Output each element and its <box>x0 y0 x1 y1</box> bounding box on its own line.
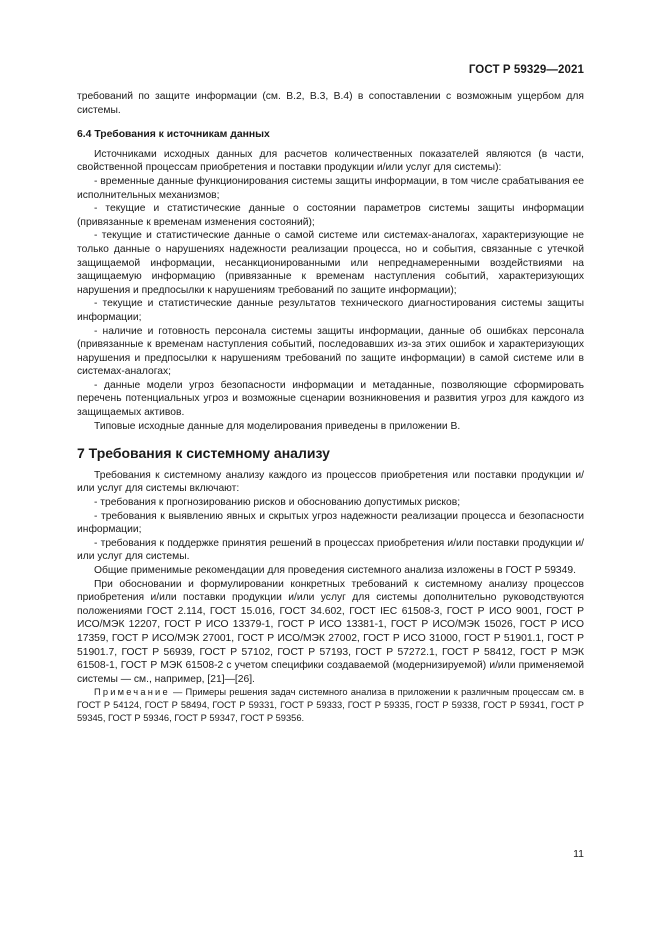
list-item: - временные данные функционирования системы защиты информации, в том числе срабатывания ее исполнительных механизмов; <box>77 175 584 201</box>
paragraph: Общие применимые рекомендации для проведения системного анализа изложены в ГОСТ Р 59349. <box>94 565 576 576</box>
section-heading-7: 7 Требования к системному анализу <box>77 445 330 462</box>
list-item: - текущие и статистические данные о самой системе или системах-аналогах, характеризующие не только данные о нарушениях надежности реализации процесса, но и события, связанные с утечкой защищаемой информации, несанкционированными или непреднамеренными воздействиями на защищаемую информацию (привязанные к временам наступления событий, характеризующих нарушения и предпосылки к нарушениям требований по защите информации); <box>77 230 584 296</box>
list-item: - требования к выявлению явных и скрытых угроз надежности реализации процесса и безопасности информации; <box>77 510 584 536</box>
list-item: - данные модели угроз безопасности информации и метаданные, позволяющие сформировать перечень потенциальных угроз и возможные сценарии возникновения и развития угроз для каждого из защищаемых активов. <box>77 379 584 419</box>
section-heading-6-4: 6.4 Требования к источникам данных <box>77 129 270 141</box>
note <box>77 686 584 724</box>
list-item: - требования к поддержке принятия решений в процессах приобретения и/или поставки продукции и/или услуг для системы. <box>77 537 584 563</box>
document-code-header: ГОСТ Р 59329—2021 <box>468 64 584 76</box>
paragraph: При обосновании и формулировании конкретных требований к системному анализу процессов приобретения и/или поставки продукции и/или услуг для системы дополнительно руководствуются положениями ГОСТ 2.114, ГОСТ 15.016, ГОСТ 34.602, ГОСТ IEC 61508-3, ГОСТ Р ИСО 9001, ГОСТ Р ИСО/МЭК 12207, ГОСТ Р ИСО 13379-1, ГОСТ Р ИСО 13381-1, ГОСТ Р ИСО/МЭК 15026, ГОСТ Р ИСО 17359, ГОСТ Р ИСО/МЭК 27001, ГОСТ Р ИСО/МЭК 27002, ГОСТ Р ИСО 31000, ГОСТ Р 51901.1, ГОСТ Р 51901.7, ГОСТ Р 56939, ГОСТ Р 57102, ГОСТ Р 57193, ГОСТ Р 57272.1, ГОСТ Р 58412, ГОСТ Р МЭК 61508-1, ГОСТ Р МЭК 61508-2 с учетом специфики создаваемой (модернизируемой) и/или применяемой системы — см., например, [21]—[26]. <box>77 578 584 685</box>
page-number: 11 <box>573 848 584 860</box>
list-item: - наличие и готовность персонала системы защиты информации, данные об ошибках персонала (привязанные к временам наступления событий, последовавших из-за этих ошибок и характеризующих нарушения и предпосылки к нарушениям требований по защите информации) в самой системе или в системах-аналогах; <box>77 325 584 378</box>
paragraph: Источниками исходных данных для расчетов количественных показателей являются (в части, свойственной процессам приобретения и поставки продукции и/или услуг для системы): <box>77 148 584 174</box>
note-label: Примечание <box>94 687 170 698</box>
paragraph: требований по защите информации (см. В.2, В.3, В.4) в сопоставлении с возможным ущербом для системы. <box>77 91 584 116</box>
page-content <box>77 90 584 724</box>
list-item: - текущие и статистические данные результатов технического диагностирования системы защиты информации; <box>77 298 584 323</box>
paragraph: Типовые исходные данные для моделирования приведены в приложении В. <box>94 420 461 432</box>
paragraph: Требования к системному анализу каждого из процессов приобретения или поставки продукции и/или услуг для системы включают: <box>77 469 584 495</box>
list-item: - текущие и статистические данные о состоянии параметров системы защиты информации (привязанные к временам изменения состояний); <box>77 203 584 228</box>
note-text: — Примеры решения задач системного анализа в приложении к различным процессам см. в ГОСТ Р 54124, ГОСТ Р 58494, ГОСТ Р 59331, ГОСТ Р 59333, ГОСТ Р 59335, ГОСТ Р 59338, ГОСТ Р 59341, ГОСТ Р 59345, ГОСТ Р 59346, ГОСТ Р 59347, ГОСТ Р 59356. <box>77 687 584 723</box>
list-item: - требования к прогнозированию рисков и обоснованию допустимых рисков; <box>94 497 461 509</box>
